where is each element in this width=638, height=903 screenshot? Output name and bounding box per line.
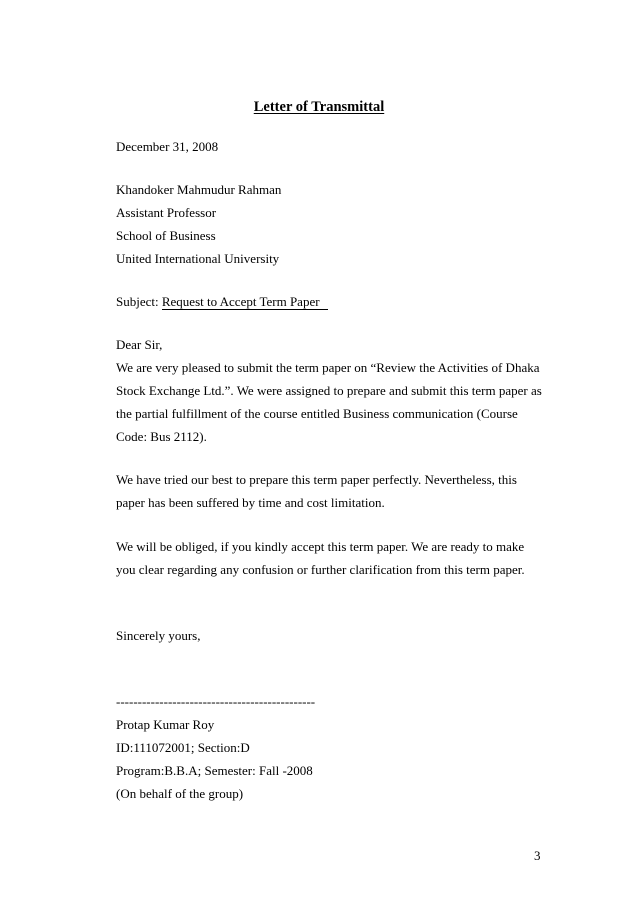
paragraph1-line: We are very pleased to submit the term paper on “Review the Activities of Dhaka: [116, 360, 540, 375]
sender-id-section: ID:111072001; Section:D: [116, 740, 250, 755]
sender-name: Protap Kumar Roy: [116, 717, 215, 732]
letter-date: December 31, 2008: [116, 139, 219, 154]
paragraph3-line: you clear regarding any confusion or further clarification from this term paper.: [116, 562, 525, 577]
subject-text: Request to Accept Term Paper: [162, 294, 328, 310]
paragraph2-line: paper has been suffered by time and cost limitation.: [116, 495, 385, 510]
sender-program-semester: Program:B.B.A; Semester: Fall -2008: [116, 763, 313, 778]
salutation: Dear Sir,: [116, 337, 163, 352]
paragraph1-line: the partial fulfillment of the course entitled Business communication (Course: [116, 406, 518, 421]
recipient-university: United International University: [116, 251, 280, 266]
subject-line: [116, 294, 328, 310]
subject-label: Subject:: [116, 294, 159, 309]
letter-title: Letter of Transmittal: [253, 99, 385, 115]
paragraph1-line: Code: Bus 2112).: [116, 429, 207, 444]
recipient-position: Assistant Professor: [116, 205, 217, 220]
paragraph3-line: We will be obliged, if you kindly accept this term paper. We are ready to make: [116, 539, 525, 554]
paragraph1-line: Stock Exchange Ltd.”. We were assigned to prepare and submit this term paper as: [116, 383, 542, 398]
sender-note: (On behalf of the group): [116, 786, 244, 801]
page-number: 3: [534, 848, 541, 863]
recipient-name: Khandoker Mahmudur Rahman: [116, 182, 282, 197]
closing: Sincerely yours,: [116, 628, 201, 643]
recipient-school: School of Business: [116, 228, 216, 243]
paragraph2-line: We have tried our best to prepare this term paper perfectly. Nevertheless, this: [116, 472, 517, 487]
signature-line: ----------------------------------------------: [116, 694, 316, 709]
